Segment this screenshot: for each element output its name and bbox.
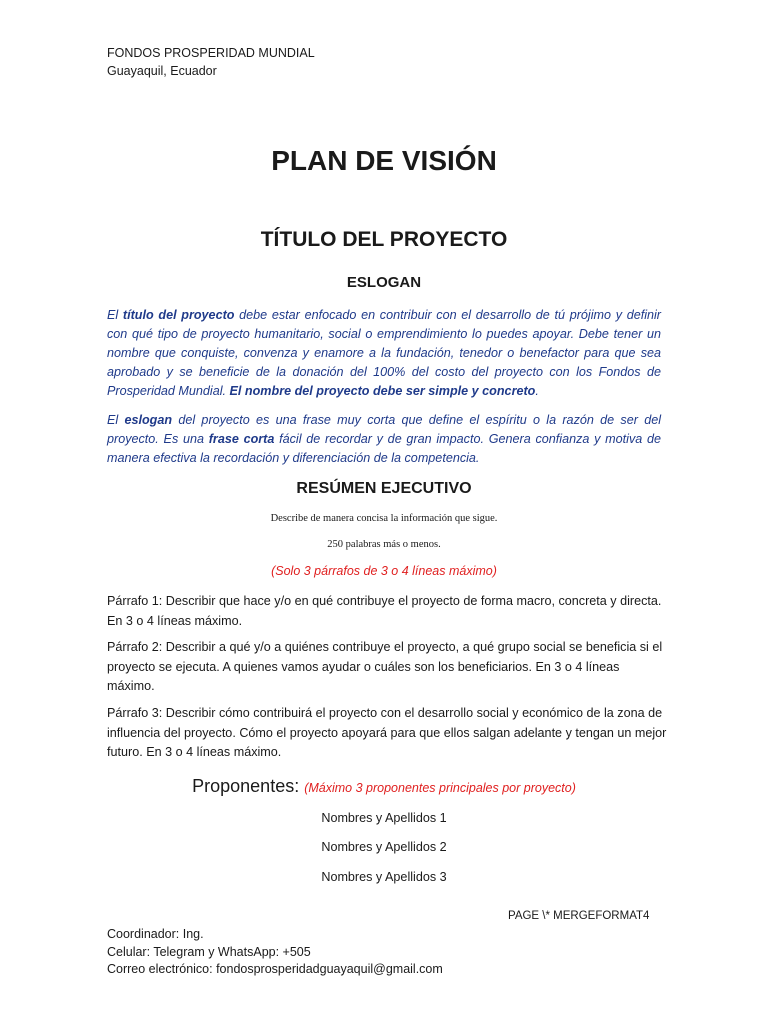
footer-email: Correo electrónico: fondosprosperidadguayaquil@gmail.com [107,962,443,976]
proponents-note: (Máximo 3 proponentes principales por proyecto) [304,781,576,795]
footer-phone: Celular: Telegram y WhatsApp: +505 [107,945,311,959]
paragraph-3: Párrafo 3: Describir cómo contribuirá el proyecto con el desarrollo social y económico de la zona de influencia del proyecto. Cómo el proyecto apoyará para que ellos salgan adelante y tengan un mejor futuro. En 3 o 4 líneas máximo. [107,706,667,759]
footer-coordinator: Coordinador: Ing. [107,927,204,941]
proponent-name-1: Nombres y Apellidos 1 [321,811,447,825]
proponents-label: Proponentes: [192,776,305,796]
document-title: PLAN DE VISIÓN [271,145,497,176]
paragraph-2: Párrafo 2: Describir a qué y/o a quiénes contribuye el proyecto, a qué grupo social se beneficia si el proyecto se ejecuta. A quienes vamos ayudar o cuáles son los beneficiarios. En 3 o 4 líneas máximo. [107,640,663,693]
proponents-line [0,776,768,797]
org-location: Guayaquil, Ecuador [107,64,217,78]
summary-instruction: Describe de manera concisa la información que sigue. [270,513,498,524]
summary-note: (Solo 3 párrafos de 3 o 4 líneas máximo) [271,564,497,578]
paragraph-1: Párrafo 1: Describir que hace y/o en qué contribuye el proyecto de forma macro, concreta y directa. En 3 o 4 líneas máximo. [107,594,662,628]
proponent-name-3: Nombres y Apellidos 3 [321,870,447,884]
slogan-heading: ESLOGAN [346,274,422,291]
intro-paragraph-2: El eslogan del proyecto es una frase muy corta que define el espíritu o la razón de ser del proyecto. Es una frase corta fácil de recordar y de gran impacto. Genera confianza y motiva de manera efectiva la recordación y diferenciación de la competencia. [107,413,662,465]
summary-word-count: 250 palabras más o menos. [327,539,441,550]
intro-paragraph-1: El título del proyecto debe estar enfocado en contribuir con el desarrollo de tú prójimo y definir con qué tipo de proyecto humanitario, social o emprendimiento lo puedes apoyar. Debe tener un nombre que conquiste, convenza y enamore a la fundación, tenedor o benefactor para que sea aprobado y se beneficie de la donación del 100% del costo del proyecto con los Fondos de Prosperidad Mundial. El nombre del proyecto debe ser simple y concreto. [107,308,662,398]
page-field-code: PAGE \* MERGEFORMAT4 [508,910,650,922]
proponent-name-2: Nombres y Apellidos 2 [321,840,447,854]
project-title: TÍTULO DEL PROYECTO [260,228,508,251]
org-name: FONDOS PROSPERIDAD MUNDIAL [107,46,315,60]
summary-heading: RESÚMEN EJECUTIVO [296,480,472,497]
